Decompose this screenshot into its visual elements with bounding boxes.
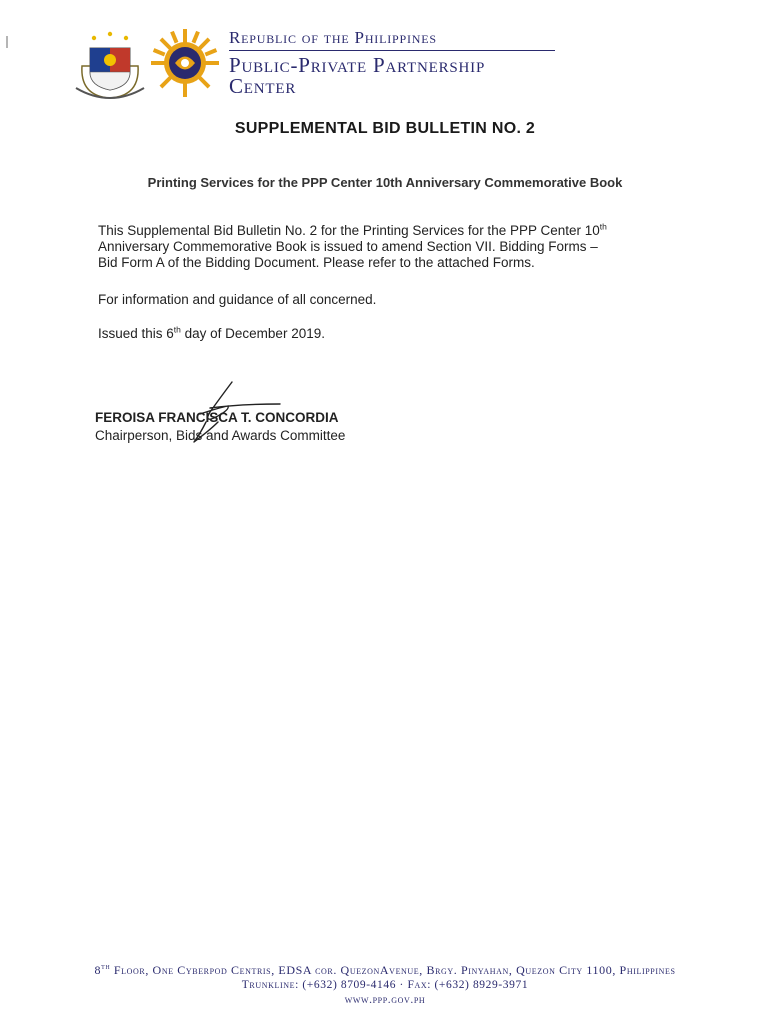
document-title: SUPPLEMENTAL BID BULLETIN NO. 2 bbox=[234, 120, 536, 137]
para1-text-b: Anniversary Commemorative Book is issued to amend Section VII. Bidding Forms – bbox=[98, 239, 598, 254]
footer-address-prefix: 8 bbox=[94, 963, 102, 977]
signatory-name: FEROISA FRANCISCA T. CONCORDIA bbox=[95, 410, 339, 425]
footer-address-text: Floor, One Cyberpod Centris, EDSA cor. QuezonAvenue, Brgy. Pinyahan, Quezon City 1100, Philippines bbox=[110, 963, 676, 977]
para1-superscript: th bbox=[599, 221, 607, 232]
para3-superscript: th bbox=[173, 324, 181, 335]
para3-text-a: Issued this 6 bbox=[98, 326, 174, 341]
letterhead-footer bbox=[0, 963, 770, 1008]
philippine-seal-icon bbox=[72, 26, 148, 102]
para1-text-c: Bid Form A of the Bidding Document. Please refer to the attached Forms. bbox=[98, 255, 535, 270]
letterhead-org-name-line2: Center bbox=[229, 74, 297, 98]
body-paragraph-2: For information and guidance of all concerned. bbox=[98, 292, 377, 307]
scan-edge-mark bbox=[6, 36, 8, 48]
letterhead-org bbox=[229, 28, 559, 97]
para1-text-a: This Supplemental Bid Bulletin No. 2 for the Printing Services for the PPP Center 10 bbox=[98, 223, 600, 238]
footer-address-superscript: th bbox=[101, 961, 111, 971]
document-subtitle: Printing Services for the PPP Center 10th Anniversary Commemorative Book bbox=[147, 175, 623, 190]
footer-trunkline: Trunkline: (+632) 8709-4146 · Fax: (+632) 8929-3971 bbox=[241, 979, 529, 991]
footer-address bbox=[0, 963, 770, 978]
footer-website: www.ppp.gov.ph bbox=[344, 994, 426, 1006]
letterhead-republic: Republic of the Philippines bbox=[229, 28, 555, 51]
body-paragraph-1 bbox=[98, 223, 698, 271]
letterhead-org-name-line1: Public-Private Partnership bbox=[229, 53, 486, 77]
ppp-center-logo-icon bbox=[150, 28, 220, 98]
para3-text-b: day of December 2019. bbox=[180, 326, 325, 341]
signatory-role: Chairperson, Bids and Awards Committee bbox=[95, 428, 346, 443]
body-paragraph-3 bbox=[98, 326, 698, 342]
